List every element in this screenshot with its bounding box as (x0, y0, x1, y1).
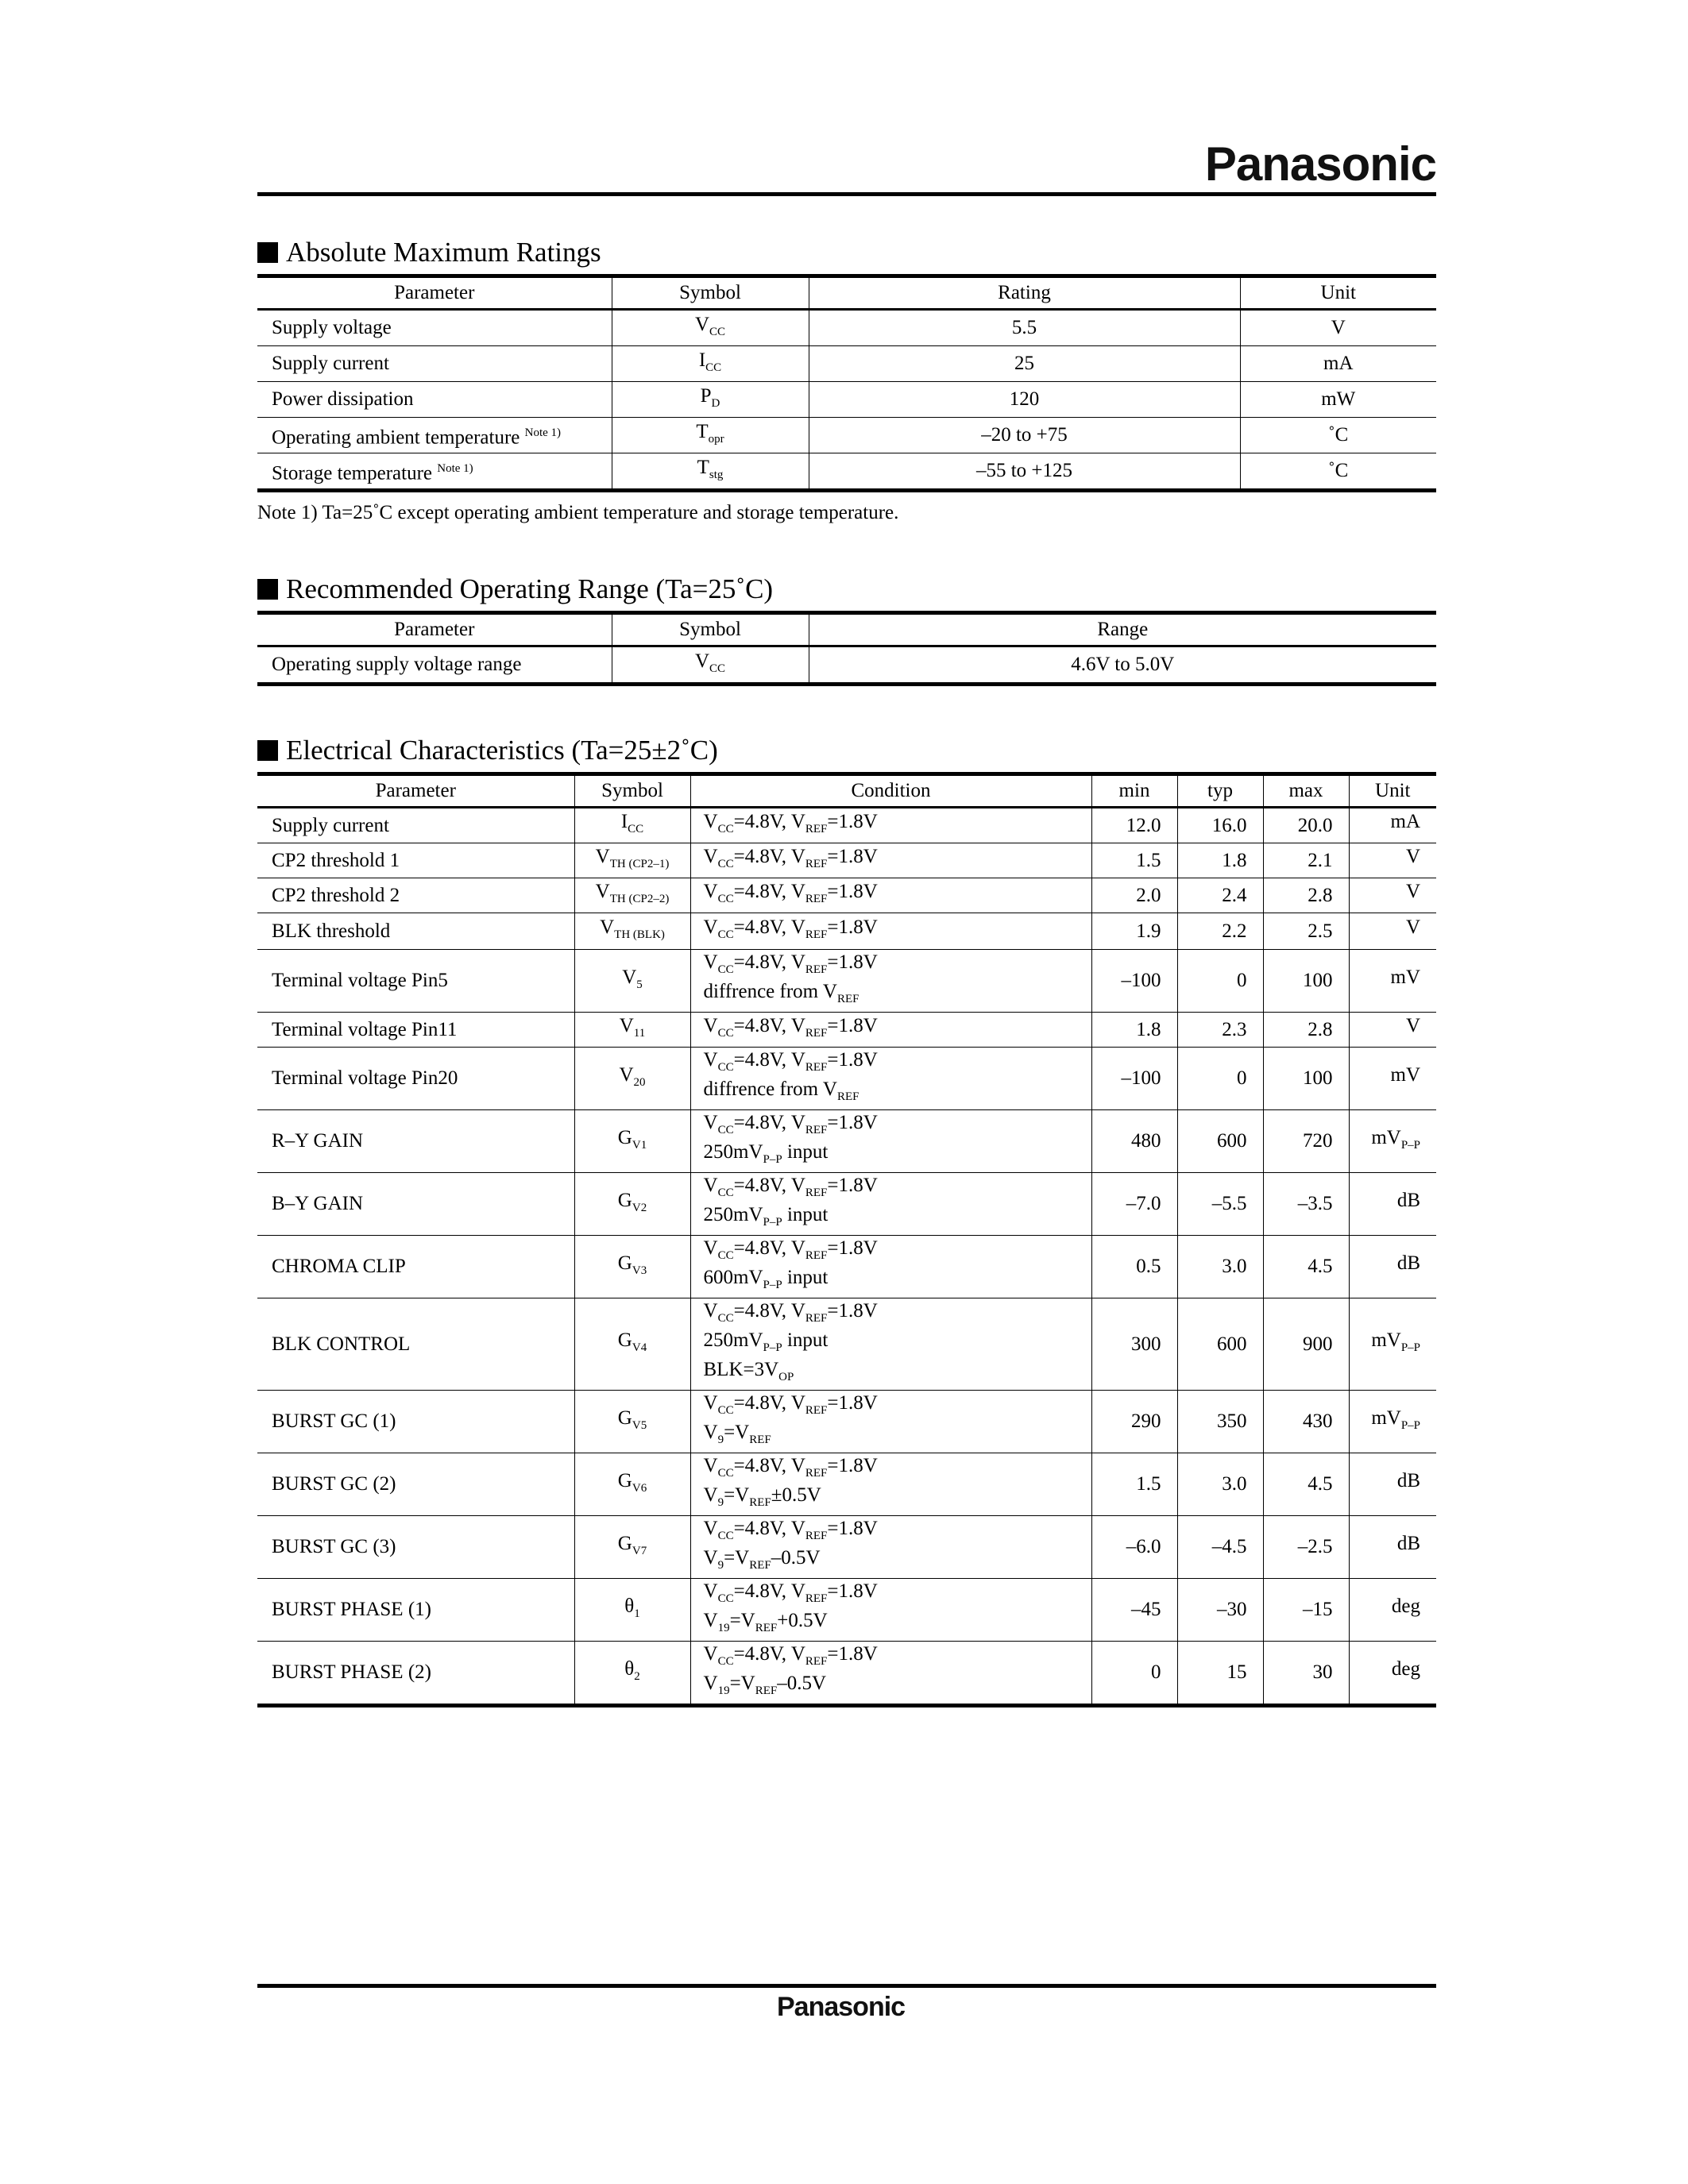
amr-header-unit: Unit (1240, 276, 1436, 310)
ec-max: 430 (1263, 1391, 1349, 1453)
table-row (257, 808, 1436, 843)
ec-typ: 2.3 (1177, 1013, 1263, 1048)
ec-max: 900 (1263, 1298, 1349, 1391)
table-row (257, 1173, 1436, 1236)
ror-parameter: Operating supply voltage range (257, 646, 612, 685)
ec-max: 20.0 (1263, 808, 1349, 843)
ec-parameter: BLK threshold (257, 913, 574, 950)
ec-header-row (257, 774, 1436, 808)
amr-rating: 25 (809, 346, 1240, 382)
absolute-maximum-ratings-section (257, 235, 1436, 524)
ec-header-max: max (1263, 774, 1349, 808)
ec-condition: $V_{CC}=4.8V$, $V_{REF}=1.8V$ (690, 843, 1091, 878)
ec-typ: 600 (1177, 1110, 1263, 1173)
table-row (257, 1391, 1436, 1453)
amr-unit: mA (1240, 346, 1436, 382)
table-row (257, 1048, 1436, 1110)
ec-max: 2.8 (1263, 1013, 1349, 1048)
ec-typ: 2.2 (1177, 913, 1263, 950)
ec-max: 2.1 (1263, 843, 1349, 878)
ec-min: –7.0 (1091, 1173, 1177, 1236)
ec-typ: –30 (1177, 1579, 1263, 1642)
ec-symbol: $\theta_1$ (574, 1579, 690, 1642)
ec-symbol: $V_5$ (574, 950, 690, 1013)
ec-symbol: $G_{V4}$ (574, 1298, 690, 1391)
ror-symbol: $V_{CC}$ (612, 646, 809, 685)
ror-header-range: Range (809, 613, 1436, 646)
ec-symbol: $V_{TH (CP2-2)}$ (574, 878, 690, 913)
ec-unit: mA (1349, 808, 1436, 843)
ec-unit: mV (1349, 1048, 1436, 1110)
ec-typ: 15 (1177, 1642, 1263, 1706)
ec-table (257, 772, 1436, 1707)
ec-symbol: $V_{20}$ (574, 1048, 690, 1110)
ec-parameter: BURST GC (3) (257, 1516, 574, 1579)
amr-table (257, 274, 1436, 492)
ec-condition: $V_{CC}=4.8V$, $V_{REF}=1.8V$ $V_9=V_{REF}$ (690, 1391, 1091, 1453)
table-row (257, 950, 1436, 1013)
ec-unit: $mV_{P-P}$ (1349, 1391, 1436, 1453)
ec-parameter: R–Y GAIN (257, 1110, 574, 1173)
ec-typ: 600 (1177, 1298, 1263, 1391)
amr-symbol: $I_{CC}$ (612, 346, 809, 382)
ec-symbol: $G_{V3}$ (574, 1236, 690, 1298)
table-row (257, 646, 1436, 685)
amr-parameter: Storage temperature $^{Note 1)}$ (257, 453, 612, 491)
ec-min: 1.9 (1091, 913, 1177, 950)
ec-min: 1.5 (1091, 1453, 1177, 1516)
ec-parameter: B–Y GAIN (257, 1173, 574, 1236)
amr-rating: –20 to +75 (809, 418, 1240, 453)
electrical-characteristics-section (257, 733, 1436, 1707)
table-row (257, 913, 1436, 950)
ec-min: 0.5 (1091, 1236, 1177, 1298)
ec-min: –6.0 (1091, 1516, 1177, 1579)
ec-min: 0 (1091, 1642, 1177, 1706)
amr-symbol: $T_{opr}$ (612, 418, 809, 453)
ec-parameter: Terminal voltage Pin20 (257, 1048, 574, 1110)
ec-parameter: Terminal voltage Pin5 (257, 950, 574, 1013)
ec-symbol: $V_{11}$ (574, 1013, 690, 1048)
ec-symbol: $G_{V6}$ (574, 1453, 690, 1516)
amr-symbol: $T_{stg}$ (612, 453, 809, 491)
ec-max: –2.5 (1263, 1516, 1349, 1579)
ror-table (257, 611, 1436, 686)
ec-condition: $V_{CC}=4.8V$, $V_{REF}=1.8V$ (690, 878, 1091, 913)
ec-max: 720 (1263, 1110, 1349, 1173)
ec-symbol: $G_{V2}$ (574, 1173, 690, 1236)
ror-header-row (257, 613, 1436, 646)
ec-parameter: CP2 threshold 1 (257, 843, 574, 878)
ec-header-unit: Unit (1349, 774, 1436, 808)
ec-max: 100 (1263, 1048, 1349, 1110)
ec-parameter: Supply current (257, 808, 574, 843)
amr-unit: ˚C (1240, 418, 1436, 453)
ec-max: –3.5 (1263, 1173, 1349, 1236)
ec-min: 290 (1091, 1391, 1177, 1453)
amr-rating: 120 (809, 382, 1240, 418)
ec-symbol: $V_{TH (CP2-1)}$ (574, 843, 690, 878)
ec-min: 1.8 (1091, 1013, 1177, 1048)
ec-condition: $V_{CC}=4.8V$, $V_{REF}=1.8V$ $V_{19}=V_{REF}-0.5V$ (690, 1642, 1091, 1706)
ec-unit: V (1349, 843, 1436, 878)
table-row (257, 1110, 1436, 1173)
ec-typ: 3.0 (1177, 1453, 1263, 1516)
ror-header-symbol: Symbol (612, 613, 809, 646)
panasonic-logo-header: Panasonic (1204, 137, 1436, 191)
table-row (257, 453, 1436, 491)
ec-parameter: BURST PHASE (1) (257, 1579, 574, 1642)
ec-parameter: BURST GC (1) (257, 1391, 574, 1453)
ec-heading: Electrical Characteristics (Ta=25±2˚C) (257, 733, 1436, 768)
ec-min: –100 (1091, 950, 1177, 1013)
table-row (257, 843, 1436, 878)
amr-symbol: $P_D$ (612, 382, 809, 418)
ec-max: 4.5 (1263, 1453, 1349, 1516)
amr-parameter: Supply current (257, 346, 612, 382)
ec-condition: $V_{CC}=4.8V$, $V_{REF}=1.8V$ diffrence from $V_{REF}$ (690, 1048, 1091, 1110)
ec-unit: $mV_{P-P}$ (1349, 1298, 1436, 1391)
ec-min: 300 (1091, 1298, 1177, 1391)
amr-parameter: Power dissipation (257, 382, 612, 418)
ec-unit: V (1349, 913, 1436, 950)
ec-parameter: CHROMA CLIP (257, 1236, 574, 1298)
ec-parameter: CP2 threshold 2 (257, 878, 574, 913)
ec-condition: $V_{CC}=4.8V$, $V_{REF}=1.8V$ $V_9=V_{REF}\pm 0.5V$ (690, 1453, 1091, 1516)
square-bullet-icon (257, 242, 278, 263)
ec-symbol: $G_{V7}$ (574, 1516, 690, 1579)
ec-symbol: $G_{V1}$ (574, 1110, 690, 1173)
ec-condition: $V_{CC}=4.8V$, $V_{REF}=1.8V$ (690, 808, 1091, 843)
ec-condition: $V_{CC}=4.8V$, $V_{REF}=1.8V$ $V_{19}=V_{REF}+0.5V$ (690, 1579, 1091, 1642)
ec-typ: 2.4 (1177, 878, 1263, 913)
table-row (257, 418, 1436, 453)
amr-unit: mW (1240, 382, 1436, 418)
ec-unit: deg (1349, 1642, 1436, 1706)
ec-condition: $V_{CC}=4.8V$, $V_{REF}=1.8V$ $600mV_{P-P}$ input (690, 1236, 1091, 1298)
amr-rating: 5.5 (809, 310, 1240, 346)
ec-parameter: BURST GC (2) (257, 1453, 574, 1516)
ec-header-typ: typ (1177, 774, 1263, 808)
ec-min: –45 (1091, 1579, 1177, 1642)
table-row (257, 1642, 1436, 1706)
ec-max: 4.5 (1263, 1236, 1349, 1298)
table-row (257, 346, 1436, 382)
table-row (257, 1298, 1436, 1391)
ec-unit: deg (1349, 1579, 1436, 1642)
recommended-operating-range-section (257, 572, 1436, 686)
table-row (257, 382, 1436, 418)
ec-condition: $V_{CC}=4.8V$, $V_{REF}=1.8V$ (690, 913, 1091, 950)
ec-min: –100 (1091, 1048, 1177, 1110)
table-row (257, 310, 1436, 346)
ec-max: –15 (1263, 1579, 1349, 1642)
ec-unit: dB (1349, 1173, 1436, 1236)
table-row (257, 1236, 1436, 1298)
table-row (257, 1013, 1436, 1048)
ec-min: 2.0 (1091, 878, 1177, 913)
ec-header-symbol: Symbol (574, 774, 690, 808)
ec-typ: 1.8 (1177, 843, 1263, 878)
ec-condition: $V_{CC}=4.8V$, $V_{REF}=1.8V$ $250mV_{P-P}$ input $BLK=3V_{OP}$ (690, 1298, 1091, 1391)
ec-symbol: $V_{TH (BLK)}$ (574, 913, 690, 950)
ec-condition: $V_{CC}=4.8V$, $V_{REF}=1.8V$ $250mV_{P-P}$ input (690, 1110, 1091, 1173)
ec-typ: 16.0 (1177, 808, 1263, 843)
amr-header-rating: Rating (809, 276, 1240, 310)
ec-unit: V (1349, 1013, 1436, 1048)
ror-range: 4.6V to 5.0V (809, 646, 1436, 685)
ec-typ: –4.5 (1177, 1516, 1263, 1579)
square-bullet-icon (257, 579, 278, 600)
amr-header-parameter: Parameter (257, 276, 612, 310)
footer-rule (257, 1984, 1436, 1988)
ec-condition: $V_{CC}=4.8V$, $V_{REF}=1.8V$ $250mV_{P-P}$ input (690, 1173, 1091, 1236)
ec-header-parameter: Parameter (257, 774, 574, 808)
ec-unit: mV (1349, 950, 1436, 1013)
ec-max: 30 (1263, 1642, 1349, 1706)
table-row (257, 878, 1436, 913)
header-rule (257, 192, 1436, 196)
square-bullet-icon (257, 740, 278, 761)
amr-header-row (257, 276, 1436, 310)
ec-typ: –5.5 (1177, 1173, 1263, 1236)
ec-parameter: BURST PHASE (2) (257, 1642, 574, 1706)
ec-unit: V (1349, 878, 1436, 913)
ec-max: 2.5 (1263, 913, 1349, 950)
amr-parameter: Supply voltage (257, 310, 612, 346)
ec-min: 1.5 (1091, 843, 1177, 878)
amr-unit: ˚C (1240, 453, 1436, 491)
amr-unit: V (1240, 310, 1436, 346)
amr-symbol: $V_{CC}$ (612, 310, 809, 346)
ec-header-min: min (1091, 774, 1177, 808)
ec-condition: $V_{CC}=4.8V$, $V_{REF}=1.8V$ (690, 1013, 1091, 1048)
ec-typ: 3.0 (1177, 1236, 1263, 1298)
ec-typ: 0 (1177, 1048, 1263, 1110)
ec-condition: $V_{CC}=4.8V$, $V_{REF}=1.8V$ $V_9=V_{REF}-0.5V$ (690, 1516, 1091, 1579)
ec-max: 2.8 (1263, 878, 1349, 913)
ec-header-condition: Condition (690, 774, 1091, 808)
ec-symbol: $G_{V5}$ (574, 1391, 690, 1453)
ec-min: 480 (1091, 1110, 1177, 1173)
panasonic-logo-footer: Panasonic (777, 1992, 906, 2022)
ec-max: 100 (1263, 950, 1349, 1013)
ec-symbol: $\theta_2$ (574, 1642, 690, 1706)
table-row (257, 1453, 1436, 1516)
ec-unit: dB (1349, 1453, 1436, 1516)
ror-header-parameter: Parameter (257, 613, 612, 646)
table-row (257, 1516, 1436, 1579)
ec-parameter: Terminal voltage Pin11 (257, 1013, 574, 1048)
ec-parameter: BLK CONTROL (257, 1298, 574, 1391)
ec-symbol: $I_{CC}$ (574, 808, 690, 843)
ec-unit: dB (1349, 1236, 1436, 1298)
amr-note: Note 1) Ta=25˚C except operating ambient temperature and storage temperature. (257, 502, 899, 523)
ec-condition: $V_{CC}=4.8V$, $V_{REF}=1.8V$ diffrence from $V_{REF}$ (690, 950, 1091, 1013)
ec-min: 12.0 (1091, 808, 1177, 843)
ec-typ: 0 (1177, 950, 1263, 1013)
ror-heading: Recommended Operating Range (Ta=25˚C) (257, 572, 1436, 607)
table-row (257, 1579, 1436, 1642)
ec-typ: 350 (1177, 1391, 1263, 1453)
ec-unit: dB (1349, 1516, 1436, 1579)
ec-unit: $mV_{P-P}$ (1349, 1110, 1436, 1173)
amr-header-symbol: Symbol (612, 276, 809, 310)
amr-parameter: Operating ambient temperature $^{Note 1)}$ (257, 418, 612, 453)
amr-heading: Absolute Maximum Ratings (257, 235, 1436, 270)
amr-rating: –55 to +125 (809, 453, 1240, 491)
